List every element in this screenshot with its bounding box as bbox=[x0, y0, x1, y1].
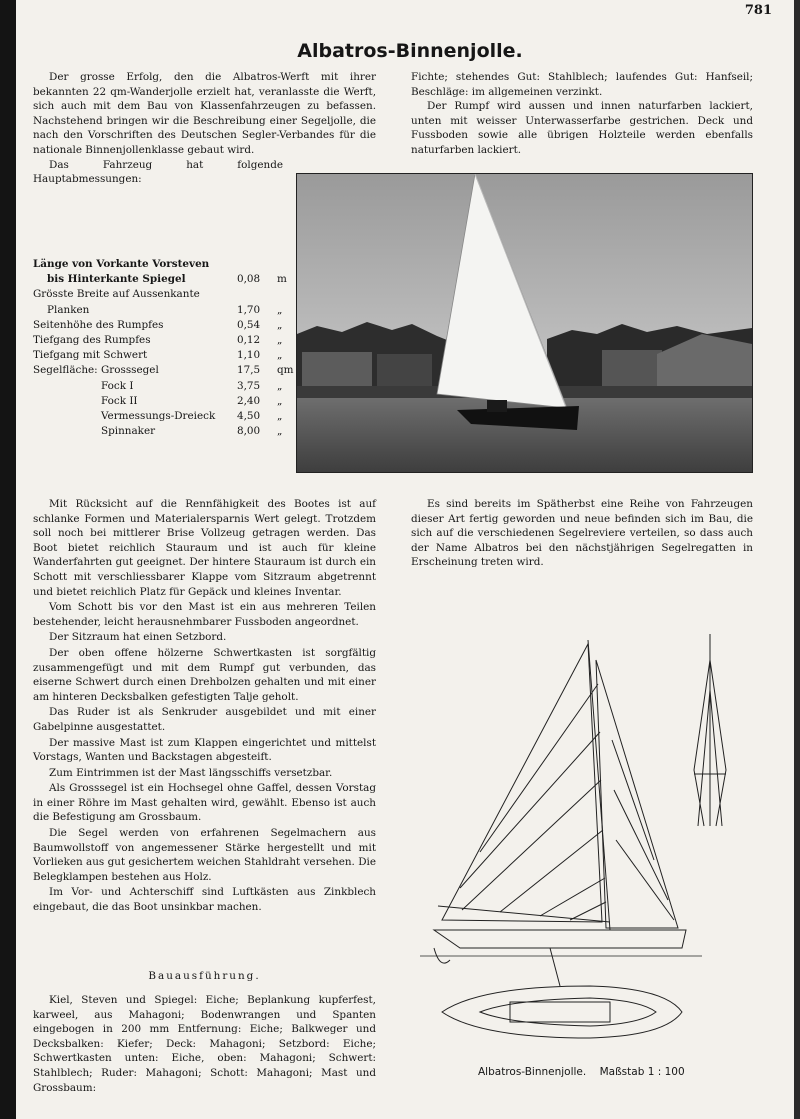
body-paragraph: Als Grosssegel ist ein Hochsegel ohne Gaffel, dessen Vorstag in einer Röhre im Mast gehalten wird, gewählt. Ebenso ist auch die Befestigung am Grossbaum. bbox=[33, 782, 376, 824]
materials-paragraph: Kiel, Steven und Spiegel: Eiche; Beplankung kupferfest, karweel, aus Mahagoni; Bodenwrangen und Spanten eingebogen in 200 mm Entfernung: Eiche; Balkweger und Decksbalken: Kiefer; Deck: Mahagoni; Setzbord: Eiche; Schwertkasten unten: Eiche, oben: Mahagoni; Schwert: Stahlblech; Ruder: Mahagoni; Schott: Mahagoni; Mast und Grossbaum: bbox=[33, 994, 376, 1094]
body-paragraph: Mit Rücksicht auf die Rennfähigkeit des Bootes ist auf schlanke Formen und Materialersparnis Wert gelegt. Trotzdem soll noch bei mittlerer Brise Vollzeug getragen werden. Das Boot bietet reichlich Stauraum und ist auch für kleine Wanderfahrten gut geeignet. Der hintere Stauraum ist durch ein Schott mit verschliessbarer Klappe vom Sitzraum abgetrennt und bietet reichlich Platz für Gepäck und kleines Inventar. bbox=[33, 498, 376, 598]
dimension-value: 4,50 bbox=[237, 410, 261, 423]
dimension-value bbox=[237, 287, 277, 302]
dimensions-table bbox=[33, 257, 294, 439]
body-paragraph: Vom Schott bis vor den Mast ist ein aus mehreren Teilen bestehender, leicht herausnehmbarer Fussboden angeordnet. bbox=[33, 601, 376, 628]
dimension-row bbox=[33, 272, 291, 287]
page-number: 781 bbox=[744, 3, 772, 18]
dimension-label: Tiefgang des Rumpfes bbox=[33, 334, 151, 347]
dimension-label: Seitenhöhe des Rumpfes bbox=[33, 318, 164, 331]
scan-binding-edge bbox=[0, 0, 16, 1119]
dimension-value bbox=[237, 257, 277, 272]
dimension-unit: m bbox=[277, 273, 287, 286]
body-paragraph: Der Sitzraum hat einen Setzbord. bbox=[49, 631, 227, 644]
dimension-value: 2,40 bbox=[237, 394, 261, 407]
figure-caption bbox=[478, 1066, 685, 1078]
dimension-unit: „ bbox=[277, 349, 283, 362]
dimension-unit: „ bbox=[277, 379, 283, 392]
dimension-label: Vermessungs-Dreieck bbox=[101, 410, 216, 423]
dimension-label: Grösste Breite auf Aussenkante bbox=[33, 288, 200, 301]
scan-right-edge bbox=[794, 0, 800, 1119]
dimension-unit: „ bbox=[277, 334, 283, 347]
dimension-label: Fock I bbox=[101, 379, 134, 392]
dimension-row bbox=[33, 318, 291, 333]
intro-paragraph: Fichte; stehendes Gut: Stahlblech; laufendes Gut: Hanfseil; Beschläge: im allgemeinen verzinkt. bbox=[411, 71, 753, 98]
body-paragraph: Der oben offene hölzerne Schwertkasten ist sorgfältig zusammengefügt und mit dem Rumpf gut verbunden, das eiserne Schwert durch einen Drehbolzen gehalten und mit einer am hinteren Decksbalken gefestigten Talje geholt. bbox=[33, 646, 376, 703]
article-title: Albatros-Binnenjolle. bbox=[297, 40, 523, 62]
dimension-label: Fock II bbox=[101, 394, 138, 407]
dimension-value: 0,12 bbox=[237, 334, 261, 347]
materials-text bbox=[33, 993, 376, 1095]
dimension-value: 0,08 bbox=[237, 273, 261, 286]
dimension-label: bis Hinterkante Spiegel bbox=[47, 273, 186, 286]
caption-scale: Maßstab 1 : 100 bbox=[599, 1066, 685, 1078]
sailboat-photo bbox=[296, 173, 753, 473]
dimension-label: Länge von Vorkante Vorsteven bbox=[33, 258, 210, 270]
dimension-row bbox=[33, 333, 291, 348]
dimension-row bbox=[33, 394, 291, 409]
dimension-row bbox=[33, 348, 291, 363]
dimension-value: 8,00 bbox=[237, 425, 261, 438]
dimension-unit: „ bbox=[277, 318, 283, 331]
dimension-unit: „ bbox=[277, 394, 283, 407]
dimension-row bbox=[33, 287, 291, 302]
body-paragraph: Es sind bereits im Spätherbst eine Reihe von Fahrzeugen dieser Art fertig geworden und neue befinden sich im Bau, die sich auf die verschiedenen Segelreviere verteilen, so dass auch der Name Albatros bei den nächstjährigen Segelregatten in Erscheinung treten wird. bbox=[411, 498, 753, 569]
body-text-left bbox=[33, 497, 376, 916]
dimension-label: Segelfläche: Grosssegel bbox=[33, 364, 159, 377]
dimension-unit: „ bbox=[277, 410, 283, 423]
dimension-row bbox=[33, 363, 294, 378]
dimension-row bbox=[33, 424, 291, 439]
body-paragraph: Im Vor- und Achterschiff sind Luftkästen aus Zinkblech eingebaut, die das Boot unsinkbar machen. bbox=[33, 886, 376, 914]
body-paragraph: Das Ruder ist als Senkruder ausgebildet und mit einer Gabelpinne ausgestattet. bbox=[33, 706, 376, 733]
dimension-unit: qm bbox=[277, 364, 294, 377]
dimension-label: Planken bbox=[47, 303, 90, 316]
dimension-row bbox=[33, 379, 291, 394]
dimension-unit: „ bbox=[277, 425, 283, 438]
body-paragraph: Der massive Mast ist zum Klappen eingerichtet und mittelst Vorstags, Wanten und Backstagen abgesteift. bbox=[33, 736, 376, 764]
intro-paragraph: Das Fahrzeug hat folgende Hauptabmessungen: bbox=[33, 158, 283, 186]
dimension-label: Tiefgang mit Schwert bbox=[33, 349, 148, 362]
dimension-value: 1,10 bbox=[237, 349, 261, 362]
caption-name: Albatros-Binnenjolle. bbox=[478, 1066, 587, 1078]
dimension-value: 1,70 bbox=[237, 303, 261, 316]
intro-paragraph: Der Rumpf wird aussen und innen naturfarben lackiert, unten mit weisser Unterwasserfarbe gestrichen. Deck und Fussboden sowie alle übrigen Holzteile werden ebenfalls naturfarben lackiert. bbox=[411, 100, 753, 156]
dimension-unit bbox=[277, 257, 291, 272]
dimension-row bbox=[33, 303, 291, 318]
dimension-row bbox=[33, 257, 291, 272]
sail-plan-drawing bbox=[420, 630, 760, 1060]
body-text-right bbox=[411, 497, 753, 570]
dimension-value: 17,5 bbox=[237, 364, 261, 377]
body-paragraph: Die Segel werden von erfahrenen Segelmachern aus Baumwollstoff von angemessener Stärke hergestellt und mit Vorlieken aus gut gesichertem weichen Stahldraht versehen. Die Belegklampen bestehen aus Holz. bbox=[33, 827, 376, 883]
dimension-unit: „ bbox=[277, 303, 283, 316]
dimension-label: Spinnaker bbox=[101, 425, 156, 438]
dimension-row bbox=[33, 409, 291, 424]
dimension-value: 3,75 bbox=[237, 379, 261, 392]
dimension-value: 0,54 bbox=[237, 318, 261, 331]
dimension-unit bbox=[277, 287, 291, 302]
section-heading: Bauausführung. bbox=[148, 970, 261, 982]
intro-text-right bbox=[411, 70, 753, 158]
sailboat-photo-image bbox=[297, 174, 752, 472]
intro-paragraph: Der grosse Erfolg, den die Albatros-Werft mit ihrer bekannten 22 qm-Wanderjolle erzielt hat, veranlasste die Werft, sich auch mit dem Bau von Klassenfahrzeugen zu befassen. Nachstehend bringen wir die Beschreibung einer Segeljolle, die nach den Vorschriften des Deutschen Segler-Verbandes für die nationale Binnenjollenklasse gebaut wird. bbox=[33, 71, 376, 156]
body-paragraph: Zum Eintrimmen ist der Mast längsschiffs versetzbar. bbox=[49, 766, 333, 779]
sail-plan-svg bbox=[420, 630, 760, 1060]
intro-text-left bbox=[33, 70, 376, 187]
